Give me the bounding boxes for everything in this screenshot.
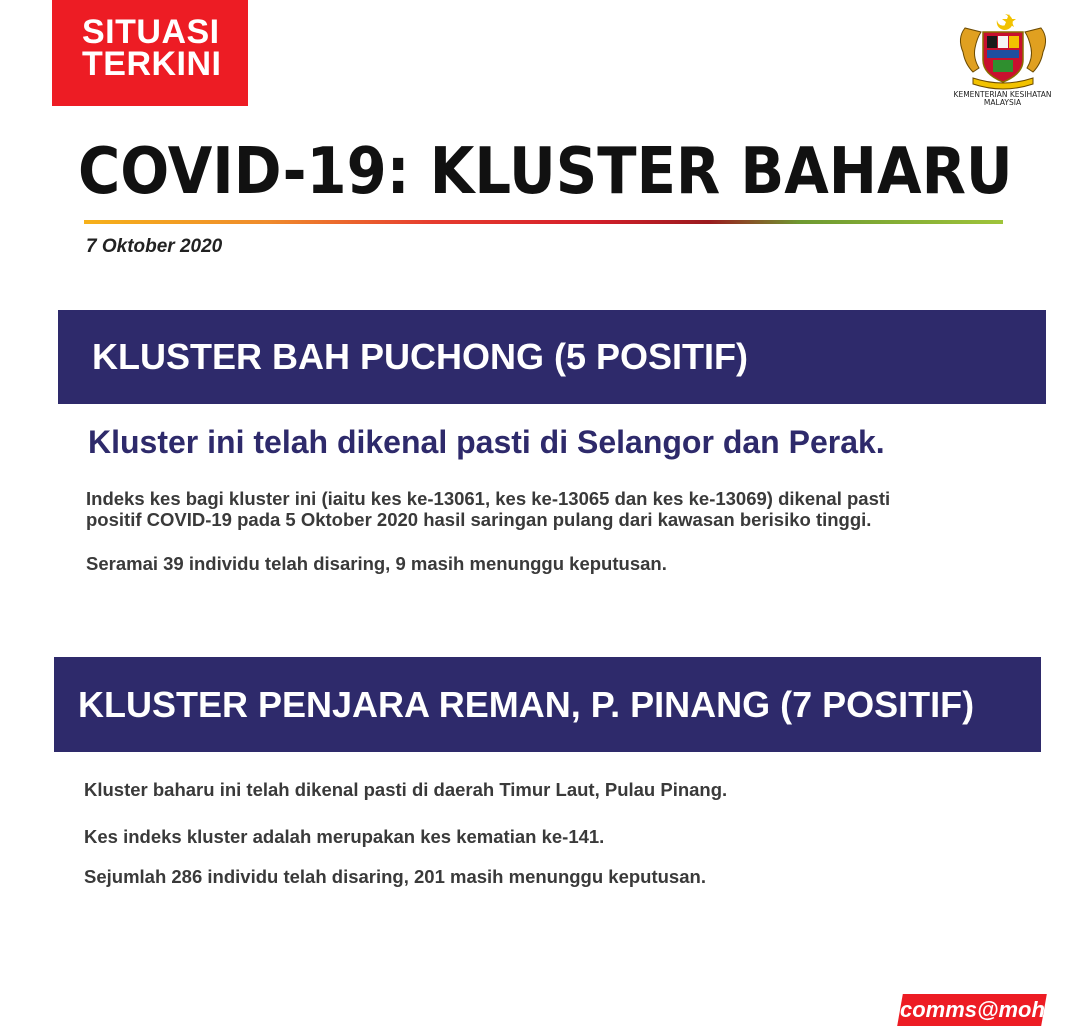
comms-moh-tag [897,994,1047,1026]
malaysia-coat-of-arms-icon [953,10,1053,90]
paragraph-line: Indeks kes bagi kluster ini (iaitu kes ke-13061, kes ke-13065 dan kes ke-13069) dikenal pasti [86,488,891,509]
ministry-name [940,91,1065,107]
title-divider [84,220,1003,224]
section-header-bah-puchong: KLUSTER BAH PUCHONG (5 POSITIF) [58,310,1046,404]
ministry-name-line-2: MALAYSIA [983,98,1022,107]
ministry-name-line-1: KEMENTERIAN KESIHATAN [953,90,1052,99]
section-2-paragraph-index: Kes indeks kluster adalah merupakan kes kematian ke-141. [84,826,605,847]
section-header-penjara-reman: KLUSTER PENJARA REMAN, P. PINANG (7 POSITIF) [54,657,1041,752]
footer-label: comms@moh [900,997,1045,1022]
section-1-paragraph-index [86,488,890,530]
publication-date: 7 Oktober 2020 [86,236,223,257]
ministry-crest [940,10,1065,118]
section-2-paragraph-screening: Sejumlah 286 individu telah disaring, 201 masih menunggu keputusan. [84,866,706,887]
paragraph-line: positif COVID-19 pada 5 Oktober 2020 hasil saringan pulang dari kawasan berisiko tinggi. [86,509,872,530]
badge-line-1: SITUASI [82,13,220,51]
page-title: COVID-19: KLUSTER BAHARU [78,135,1013,209]
badge-line-2: TERKINI [82,45,222,83]
section-1-paragraph-screening: Seramai 39 individu telah disaring, 9 masih menunggu keputusan. [86,553,667,574]
section-2-paragraph-location: Kluster baharu ini telah dikenal pasti di daerah Timur Laut, Pulau Pinang. [84,779,728,800]
situasi-terkini-badge [52,0,248,106]
section-subhead-bah-puchong: Kluster ini telah dikenal pasti di Selangor dan Perak. [88,424,885,460]
